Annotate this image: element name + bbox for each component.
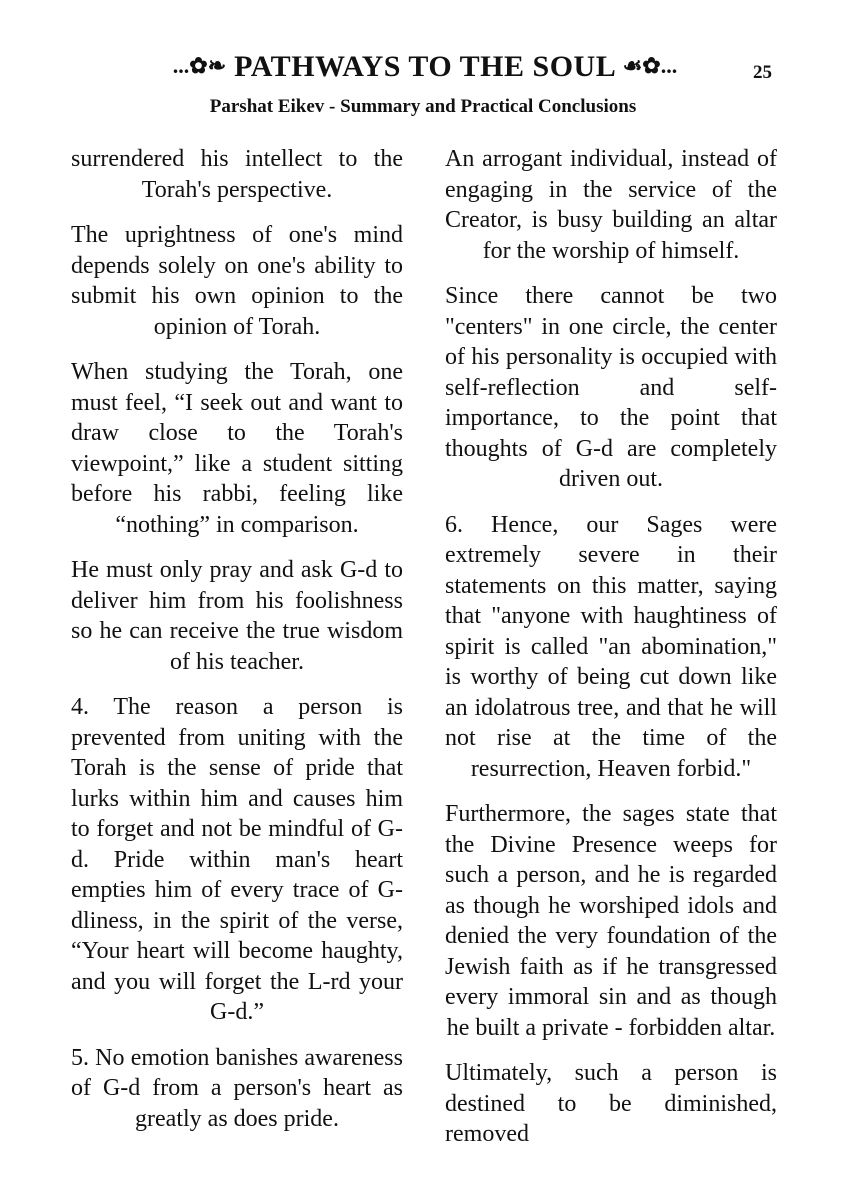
chapter-subtitle: Parshat Eikev - Summary and Practical Conclusions — [209, 96, 637, 117]
right-column — [445, 144, 777, 1165]
paragraph: When studying the Torah, one must feel, “I seek out and want to draw close to the Torah's viewpoint,” like a student sitting before his rabbi, feeling like “nothing” in comparison. — [71, 359, 403, 538]
paragraph: 5. No emotion banishes awareness of G-d from a person's heart as greatly as does pride. — [71, 1044, 403, 1132]
paragraph: surrendered his intellect to the Torah's perspective. — [71, 146, 403, 203]
paragraph-continued: Ultimately, such a person is destined to be diminished, removed — [445, 1060, 777, 1147]
book-title: PATHWAYS TO THE SOUL — [234, 50, 615, 83]
paragraph: 6. Hence, our Sages were extremely severe in their statements on this matter, saying that "anyone with haughtiness of spirit is called "an abomination," is worthy of being cut down like an idolatrous tree, and that he will not rise at the time of the resurrection, Heaven forbid." — [445, 511, 777, 782]
paragraph: An arrogant individual, instead of engaging in the service of the Creator, is busy building an altar for the worship of himself. — [445, 146, 777, 264]
page-number: 25 — [753, 62, 772, 83]
ornament-left-icon: ...✿❧ — [172, 53, 227, 78]
paragraph: He must only pray and ask G-d to deliver him from his foolishness so he can receive the true wisdom of his teacher. — [71, 557, 403, 675]
page-header — [0, 50, 846, 90]
paragraph: 4. The reason a person is prevented from uniting with the Torah is the sense of pride that lurks within him and causes him to forget and not be mindful of G-d. Pride within man's heart empties him of every trace of G-dliness, in the spirit of the verse, “Your heart will become haughty, and you will forget the L-rd your G-d.” — [71, 694, 403, 1025]
paragraph: The uprightness of one's mind depends solely on one's ability to submit his own opinion to the opinion of Torah. — [71, 222, 403, 340]
ornament-right-icon: ☙✿... — [622, 53, 678, 78]
paragraph: Since there cannot be two "centers" in one circle, the center of his personality is occupied with self-reflection and self-importance, to the point that thoughts of G-d are completely driven out. — [445, 283, 777, 492]
running-title — [130, 50, 720, 84]
paragraph: Furthermore, the sages state that the Divine Presence weeps for such a person, and he is regarded as though he worshiped idols and denied the very foundation of the Jewish faith as if he transgressed every immoral sin and as though he built a private - forbidden altar. — [445, 801, 777, 1041]
left-column — [71, 144, 403, 1149]
